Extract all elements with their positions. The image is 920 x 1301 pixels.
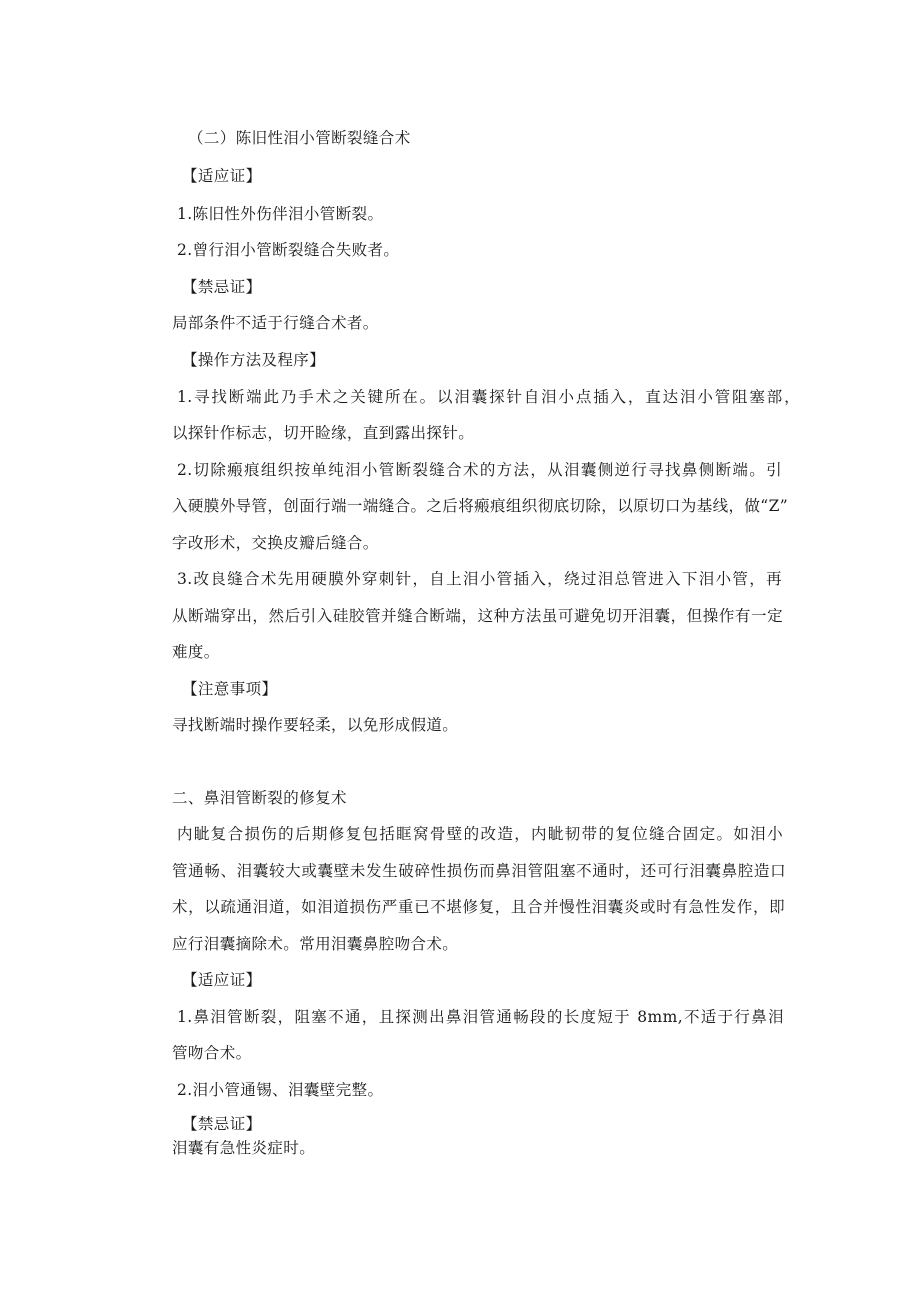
paragraph-line: 管吻合术。 <box>172 1044 252 1062</box>
paragraph-line: 1.鼻泪管断裂，阻塞不通，且探测出鼻泪管通畅段的长度短于 8mm,不适于行鼻泪 <box>177 1008 784 1026</box>
notes-heading: 【注意事项】 <box>182 680 278 698</box>
procedure-heading: 【操作方法及程序】 <box>182 351 326 369</box>
paragraph-line: 字改形术，交换皮瓣后缝合。 <box>172 534 379 552</box>
paragraph-line: 1.陈旧性外伤伴泪小管断裂。 <box>177 205 384 223</box>
paragraph-line: 入硬膜外导管，创面行端一端缝合。之后将瘢痕组织彻底切除，以原切口为基线，做“Z” <box>172 497 789 515</box>
paragraph-line: 局部条件不适于行缝合术者。 <box>172 314 379 332</box>
paragraph-line: 2.泪小管通锡、泪囊壁完整。 <box>177 1081 384 1099</box>
paragraph-line: 寻找断端时操作要轻柔，以免形成假道。 <box>172 716 459 734</box>
paragraph-line: 泪囊有急性炎症时。 <box>172 1139 316 1157</box>
paragraph-line: 应行泪囊摘除术。常用泪囊鼻腔吻合术。 <box>172 935 459 953</box>
indications-heading: 【适应证】 <box>182 971 262 989</box>
paragraph-line: 管通畅、泪囊较大或囊壁未发生破碎性损伤而鼻泪管阻塞不通时，还可行泪囊鼻腔造口 <box>172 862 786 880</box>
paragraph-line: 3.改良缝合术先用硬膜外穿刺针，自上泪小管插入，绕过泪总管进入下泪小管，再 <box>177 570 782 588</box>
contraindications-heading: 【禁忌证】 <box>182 1115 262 1133</box>
paragraph-line: 从断端穿出，然后引入硅胶管并缝合断端，这种方法虽可避免切开泪囊，但操作有一定 <box>172 607 783 625</box>
section-heading: （二）陈旧性泪小管断裂缝合术 <box>188 129 411 147</box>
paragraph-line: 1.寻找断端此乃手术之关键所在。以泪囊探针自泪小点插入，直达泪小管阻塞部， <box>177 388 800 406</box>
paragraph-line: 2.曾行泪小管断裂缝合失败者。 <box>177 241 400 259</box>
contraindications-heading: 【禁忌证】 <box>182 278 262 296</box>
indications-heading: 【适应证】 <box>182 167 262 185</box>
paragraph-line: 2.切除瘢痕组织按单纯泪小管断裂缝合术的方法，从泪囊侧逆行寻找鼻侧断端。引 <box>177 461 782 479</box>
paragraph-line: 难度。 <box>172 643 220 661</box>
paragraph-line: 术，以疏通泪道，如泪道损伤严重已不堪修复，且合并慢性泪囊炎或时有急性发作，即 <box>172 898 785 916</box>
paragraph-line: 内眦复合损伤的后期修复包括眶窝骨壁的改造，内眦韧带的复位缝合固定。如泪小 <box>177 825 783 843</box>
paragraph-line: 以探针作标志，切开睑缘，直到露出探针。 <box>172 424 475 442</box>
section-heading: 二、鼻泪管断裂的修复术 <box>172 789 347 807</box>
